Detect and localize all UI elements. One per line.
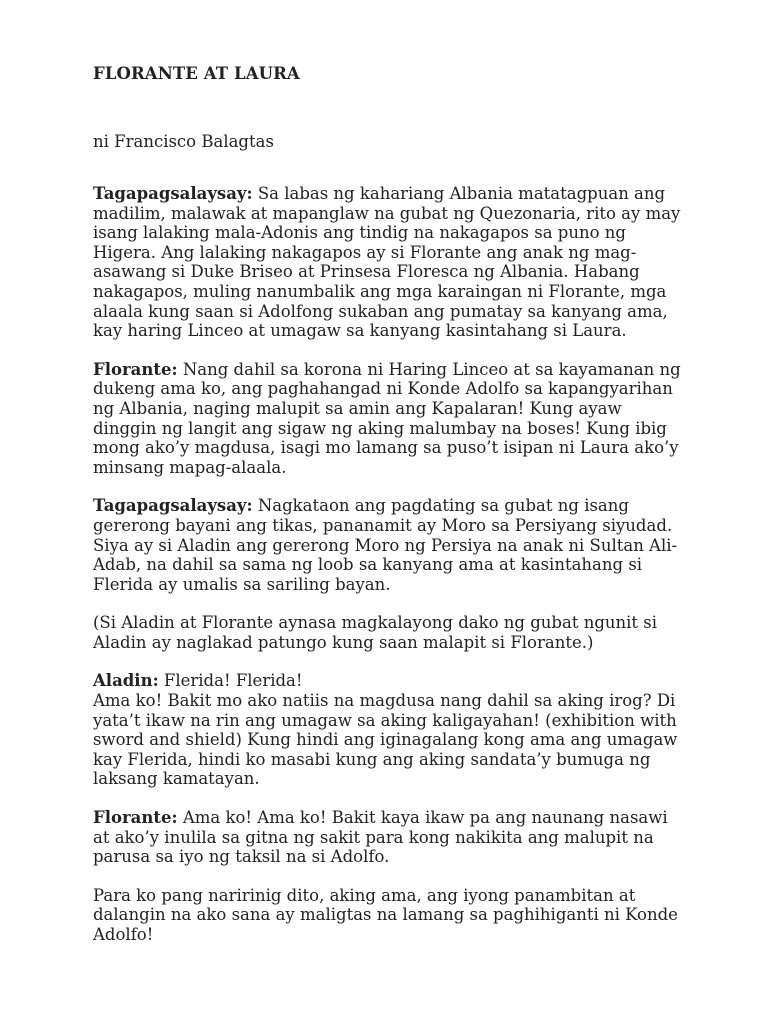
paragraph-text: Nang dahil sa korona ni Haring Linceo at sa kayamanan ng dukeng ama ko, ang paghahangad ni Konde Adolfo sa kapangyarihan ng Albania, naging malupit sa amin ang Kapalaran! Kung ayaw dinggin ng langit ang sigaw ng aking malumbay na boses! Kung ibig mong ako’y magdusa, isagi mo lamang sa puso’t isipan ni Laura ako’y minsang mapag-alaala. (93, 359, 681, 477)
paragraph-2 (93, 360, 683, 478)
paragraph-6 (93, 808, 683, 867)
speaker-label: Tagapagsalaysay: (93, 496, 253, 516)
speaker-label: Florante: (93, 808, 178, 828)
paragraph-text: (Si Aladin at Florante aynasa magkalayong dako ng gubat ngunit si Aladin ay naglakad patungo kung saan malapit si Florante.) (93, 613, 658, 652)
document-author: ni Francisco Balagtas (93, 132, 274, 151)
paragraph-4 (93, 613, 683, 652)
paragraph-text: Ama ko! Ama ko! Bakit kaya ikaw pa ang naunang nasawi at ako’y inulila sa gitna ng sakit para kong nakikita ang malupit na parusa sa iyo ng taksil na si Adolfo. (93, 808, 668, 867)
speaker-label: Tagapagsalaysay: (93, 184, 253, 203)
paragraph-3 (93, 496, 683, 594)
paragraph-1 (93, 184, 683, 341)
paragraph-text: Para ko pang naririnig dito, aking ama, ang iyong panambitan at dalangin na ako sana ay maligtas na lamang sa paghihiganti ni Konde Adolfo! (93, 885, 678, 944)
speaker-label: Florante: (93, 359, 178, 379)
paragraph-text: Flerida! Flerida! Ama ko! Bakit mo ako natiis na magdusa nang dahil sa aking irog? Di yata’t ikaw na rin ang umagaw sa aking kaligayahan! (exhibition with sword and shield) Kung hindi ang iginagalang kong ama ang umagaw kay Flerida, hindi ko masabi kung ang aking sandata’y bumuga ng laksang kamatayan. (93, 671, 678, 789)
paragraph-text: Sa labas ng kahariang Albania matatagpuan ang madilim, malawak at mapanglaw na gubat ng Quezonaria, rito ay may isang lalaking mala-Adonis ang tindig na nakagapos sa puno ng Higera. Ang lalaking nakagapos ay si Florante ang anak ng mag-asawang si Duke Briseo at Prinsesa Floresca ng Albania. Habang nakagapos, muling nanumbalik ang mga karaingan ni Florante, mga alaala kung saan si Adolfong sukaban ang pumatay sa kanyang ama, kay haring Linceo at umagaw sa kanyang kasintahang si Laura. (93, 184, 681, 341)
document-page (93, 62, 683, 944)
document-title: FLORANTE AT LAURA (93, 64, 300, 83)
paragraph-text: Nagkataon ang pagdating sa gubat ng isang gererong bayani ang tikas, pananamit ay Moro sa Persiyang siyudad. Siya ay si Aladin ang gererong Moro ng Persiya na anak ni Sultan Ali-Adab, na dahil sa sama ng loob sa kanyang ama at kasintahang si Flerida ay umalis sa sariling bayan. (93, 496, 678, 594)
paragraph-5 (93, 671, 683, 789)
document-body (93, 184, 683, 964)
speaker-label: Aladin: (93, 671, 159, 691)
paragraph-7 (93, 886, 683, 945)
